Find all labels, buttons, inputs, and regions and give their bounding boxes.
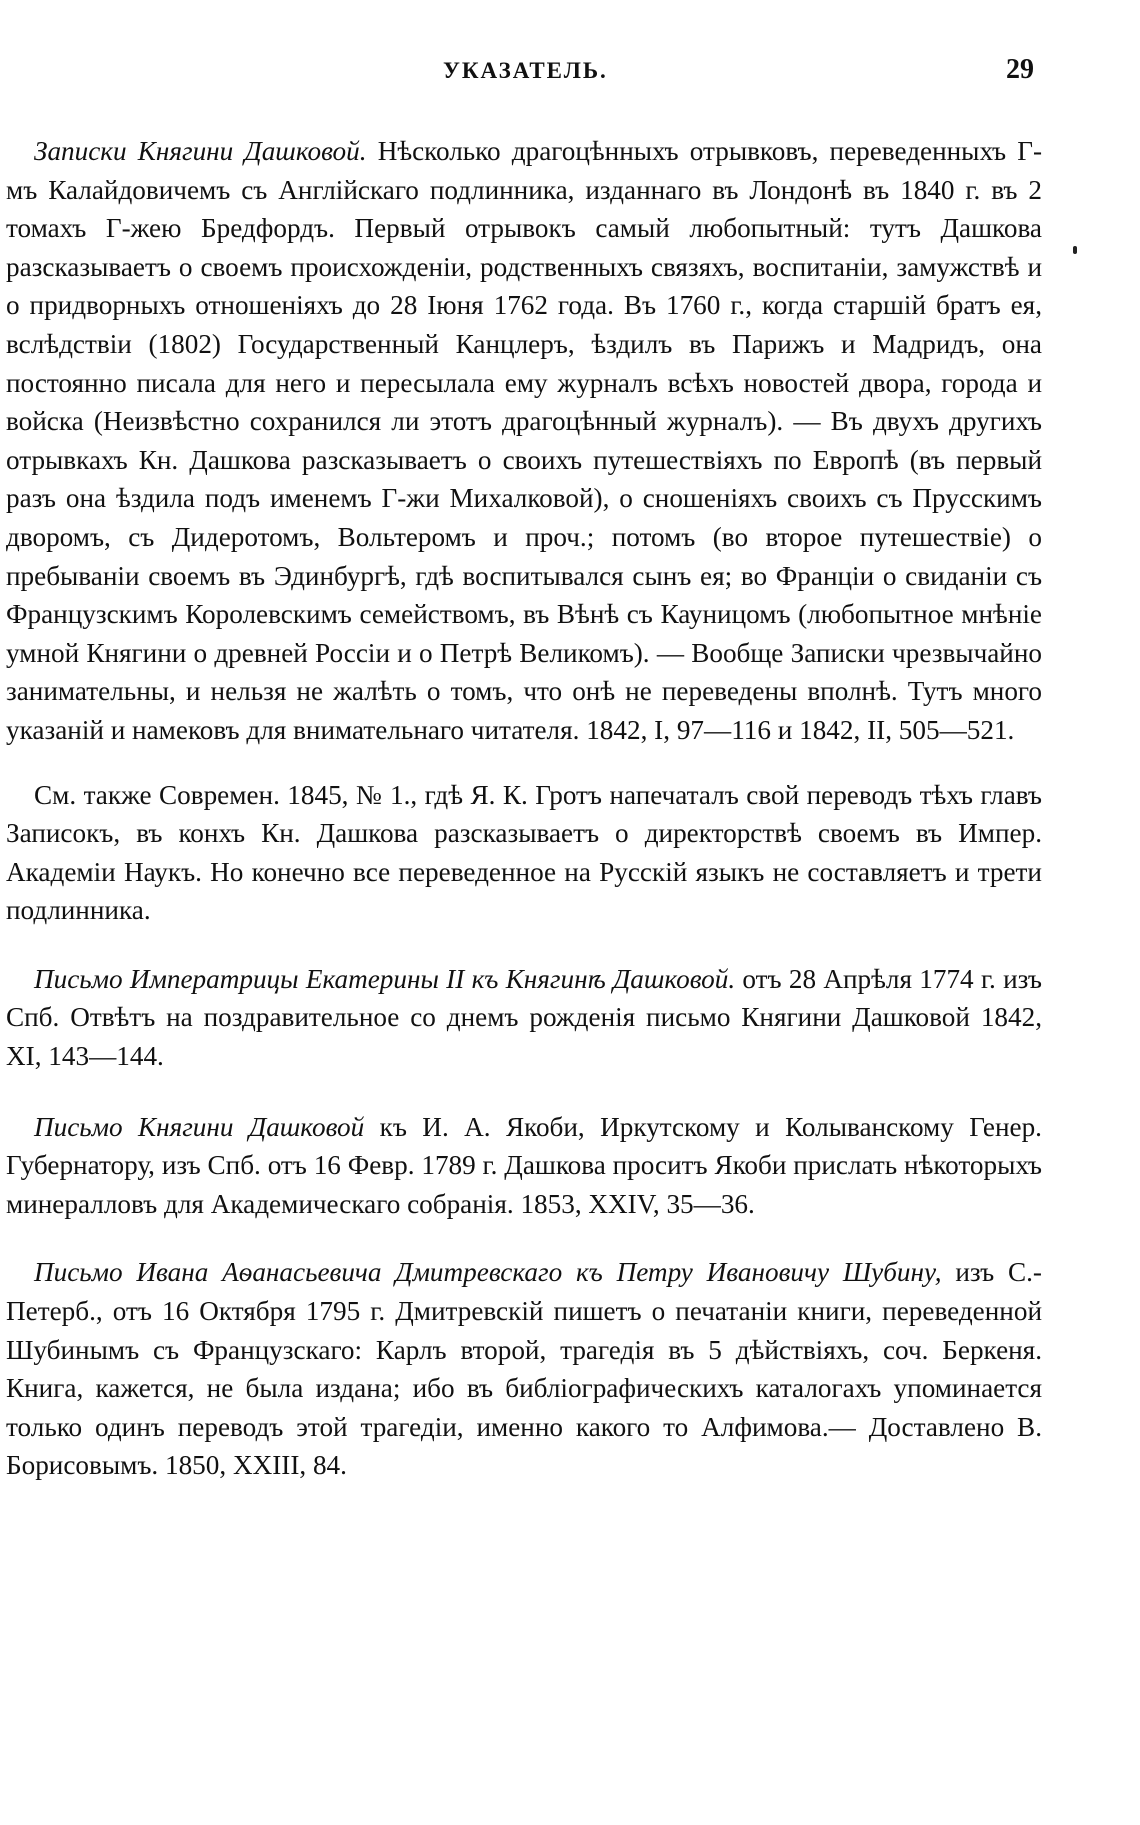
entry-title: Письмо Ивана Аѳанасьевича Дмитревскаго къ Петру Ивановичу Шубину, [34, 1257, 942, 1288]
index-entry-catherine-letter [6, 960, 1042, 1076]
entry-body: Нѣсколько драгоцѣнныхъ отрывковъ, переведенныхъ Г-мъ Калайдовичемъ съ Англійскаго подлинника, изданнаго въ Лондонѣ въ 1840 г. въ 2 томахъ Г-жею Бредфордъ. Первый отрывокъ самый любопытный: тутъ Дашкова разсказываетъ о своемъ происхожденіи, родственныхъ связяхъ, воспитаніи, замужствѣ и о придворныхъ отношеніяхъ до 28 Іюня 1762 года. Въ 1760 г., когда старшій братъ ея, вслѣдствіи (1802) Государственный Канцлеръ, ѣздилъ въ Парижъ и Мадридъ, она постоянно писала для него и пересылала ему журналъ всѣхъ новостей двора, города и войска (Неизвѣстно сохранился ли этотъ драгоцѣнный журналъ). — Въ двухъ другихъ отрывкахъ Кн. Дашкова разсказываетъ о своихъ путешествіяхъ по Европѣ (въ первый разъ она ѣздила подъ именемъ Г-жи Михалковой), о сношеніяхъ своихъ съ Прусскимъ дворомъ, съ Дидеротомъ, Вольтеромъ и проч.; потомъ (во второе путешествіе) о пребываніи своемъ въ Эдинбургѣ, гдѣ воспитывался сынъ ея; во Франціи о свиданіи съ Французскимъ Королевскимъ семействомъ, въ Вѣнѣ съ Кауницомъ (любопытное мнѣніе умной Княгини о древней Россіи и о Петрѣ Великомъ). — Вообще Записки чрезвычайно занимательны, и нельзя не жалѣть о томъ, что онѣ не переведены вполнѣ. Тутъ много указаній и намековъ для внимательнаго читателя. 1842, I, 97—116 и 1842, II, 505—521. [6, 136, 1043, 745]
ink-speck [1073, 246, 1077, 254]
entry-title: Письмо Княгини Дашковой [34, 1111, 365, 1142]
index-entry-dmitrevsky-letter [6, 1253, 1042, 1485]
page-number: 29 [1006, 54, 1034, 85]
entry-body: См. также Современ. 1845, № 1., гдѣ Я. К. Гротъ напечаталъ свой переводъ тѣхъ главъ Записокъ, въ конхъ Кн. Дашкова разсказываетъ о директорствѣ своемъ въ Импер. Академіи Наукъ. Но конечно все переведенное на Русскій языкъ не составляетъ и трети подлинника. [6, 779, 1042, 926]
index-entry-dashkova-letter [6, 1108, 1042, 1224]
running-header [6, 52, 1042, 92]
index-entry-dashkova-memoirs [6, 132, 1042, 750]
entry-body: къ И. А. Якоби, Иркутскому и Колыванскому Генер. Губернатору, изъ Спб. отъ 16 Февр. 1789 г. Дашкова проситъ Якоби прислать нѣкоторыхъ минералловъ для Академическаго собранія. 1853, XXIV, 35—36. [6, 1111, 1042, 1219]
entry-body: отъ 28 Апрѣля 1774 г. изъ Спб. Отвѣтъ на поздравительное со днемъ рожденія письмо Княгини Дашковой 1842, XI, 143—144. [6, 963, 1042, 1072]
header-title: УКАЗАТЕЛЬ. [443, 58, 608, 83]
entry-body: изъ С.-Петерб., отъ 16 Октября 1795 г. Дмитревскій пишетъ о печатаніи книги, переведенной Шубинымъ съ Французскаго: Карлъ второй, трагедія въ 5 дѣйствіяхъ, соч. Беркеня. Книга, кажется, не была издана; ибо въ библіографическихъ каталогахъ упоминается только одинъ переводъ этой трагедіи, именно какого то Алфимова.— Доставлено В. Борисовымъ. 1850, XXIII, 84. [6, 1257, 1042, 1481]
index-entry-see-also [6, 776, 1042, 930]
entry-title: Письмо Императрицы Екатерины II къ Княгинѣ Дашковой. [34, 963, 736, 994]
entry-title: Записки Княгини Дашковой. [34, 136, 367, 166]
